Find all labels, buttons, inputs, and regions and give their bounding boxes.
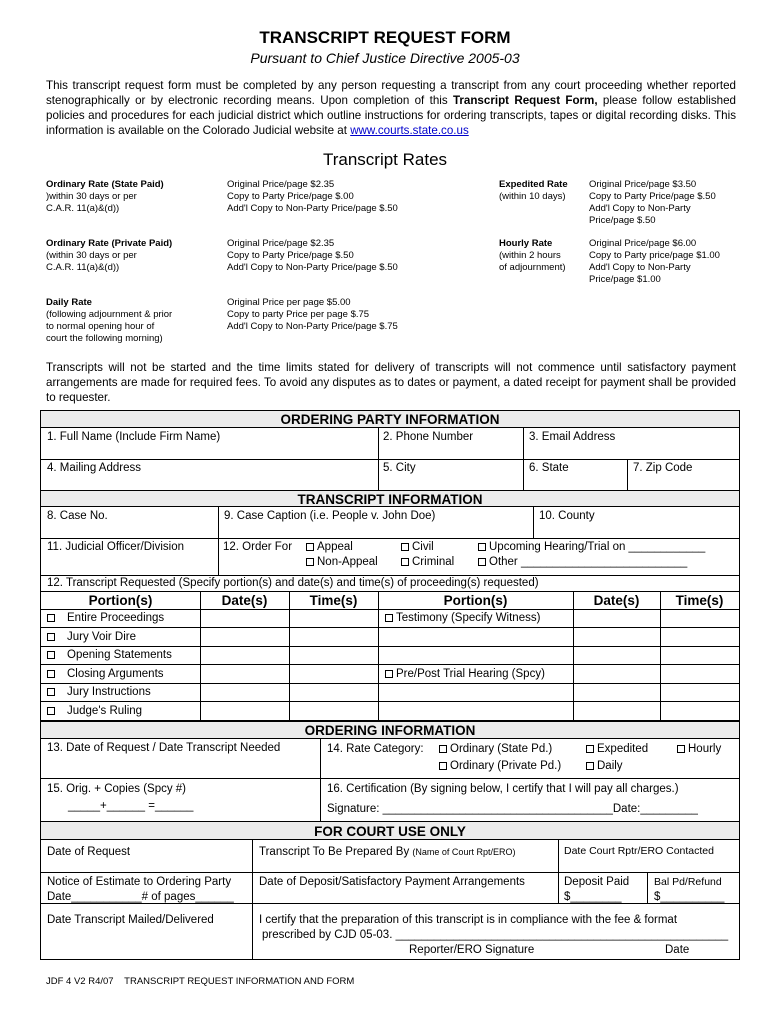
rate-expedited-option[interactable] [586,742,648,756]
mailing-address-field[interactable]: 4. Mailing Address [47,462,141,474]
deposit-paid-field[interactable]: $________ [564,891,622,903]
case-caption-field[interactable]: 9. Case Caption (i.e. People v. John Doe) [224,510,436,522]
notice-estimate-field[interactable]: Date___________# of pages______ [47,891,234,903]
checkbox-icon[interactable] [47,707,55,715]
phone-field[interactable]: 2. Phone Number [383,431,474,443]
checkbox-icon[interactable] [586,762,594,770]
option-label: Other __________________________ [489,556,688,568]
civil-option[interactable] [401,540,434,554]
transcript-info-header: TRANSCRIPT INFORMATION [41,490,739,507]
portion-label: Entire Proceedings [67,612,165,624]
county-field[interactable]: 10. County [539,510,595,522]
ordering-info-header: ORDERING INFORMATION [41,721,739,739]
rate-name: Ordinary Rate (State Paid) [46,179,164,190]
option-label: Ordinary (Private Pd.) [450,760,562,772]
transcript-requested-label: 12. Transcript Requested (Specify portion(s) and date(s) and time(s) of proceeding(s) requested) [47,577,539,589]
intro-paragraph [46,78,736,138]
payment-note: Transcripts will not be started and the time limits stated for delivery of transcripts will not commence until satisfactory payment arrangements are made for required fees. To avoid any disputes as to dates or payment, a dated receipt for payment shall be provided to requester. [46,361,736,404]
rate-hourly-option[interactable] [677,742,721,756]
date-contacted-field[interactable]: Date Court Rptr/ERO Contacted [564,845,714,857]
rate-desc: (within 30 days or per [46,250,137,261]
rate-ordinary-state-option[interactable] [439,742,552,756]
checkbox-icon[interactable] [478,543,486,551]
other-option[interactable] [478,555,687,569]
judicial-officer-field[interactable]: 11. Judicial Officer/Division [47,541,184,553]
rate-price: Original Price per page $5.00 [227,297,351,308]
notice-estimate-label: Notice of Estimate to Ordering Party [47,876,232,888]
checkbox-icon[interactable] [401,543,409,551]
rate-desc: C.A.R. 11(a)&(d)) [46,262,120,273]
rate-name: Hourly Rate [499,238,553,249]
rates-title: Transcript Rates [322,150,448,169]
portion-entire-proceedings[interactable] [47,611,164,625]
email-field[interactable]: 3. Email Address [529,431,616,443]
option-label: Hourly [688,743,722,755]
intro-text-2: please follow established policies and procedures for each judicial district which outline instructions for ordering transcripts, tapes or digital recording disks. This information is available on the Colorado Judicial website at [46,94,736,137]
option-label: Appeal [317,541,353,553]
courts-website-link[interactable]: www.courts.state.co.us [350,124,469,137]
copies-label: 15. Orig. + Copies (Spcy #) [47,783,187,795]
rate-daily-prices [227,297,398,333]
option-label: Civil [412,541,434,553]
intro-bold: Transcript Request Form, [452,94,598,107]
col-dates-left: Date(s) [221,593,268,608]
deposit-arrangements-field[interactable]: Date of Deposit/Satisfactory Payment Arrangements [259,876,525,888]
checkbox-icon[interactable] [385,614,393,622]
rate-price: Copy to Party Price/page $.50 [589,191,716,202]
prepared-by-field[interactable] [259,845,515,859]
rate-ordinary-private-option[interactable] [439,759,561,773]
rate-category-label: 14. Rate Category: [327,743,424,755]
portion-label: Closing Arguments [67,668,164,680]
rate-price: Copy to party Price per page $.75 [227,309,370,320]
rate-price: Add'l Copy to Non-Party Price/page $.50 [227,203,398,214]
compliance-cert-text: I certify that the preparation of this transcript is in compliance with the fee & format [259,914,678,926]
portion-judges-ruling[interactable] [47,704,142,718]
option-label: Upcoming Hearing/Trial on ____________ [489,541,706,553]
checkbox-icon[interactable] [439,745,447,753]
col-portions-left: Portion(s) [88,593,153,608]
rate-desc: of adjournment) [499,262,566,273]
case-no-field[interactable]: 8. Case No. [47,510,108,522]
appeal-option[interactable] [306,540,353,554]
rate-expedited-prices [589,179,716,227]
compliance-sig-line[interactable]: prescribed by CJD 05-03. ____________________________________________________ [262,929,729,941]
court-use-header: FOR COURT USE ONLY [41,821,739,840]
rate-price: Add'l Copy to Non-Party Price/page $.75 [227,321,398,332]
portion-label: Pre/Post Trial Hearing (Spcy) [396,668,545,680]
portion-closing-arguments[interactable] [47,667,164,681]
portion-label: Jury Voir Dire [67,631,137,643]
balance-label: Bal Pd/Refund [654,876,722,888]
col-portions-right: Portion(s) [443,593,508,608]
city-field[interactable]: 5. City [383,462,416,474]
rate-daily-option[interactable] [586,759,623,773]
portion-pretrial-hearing[interactable] [385,667,545,681]
zip-field[interactable]: 7. Zip Code [633,462,693,474]
rate-ordinary-private-desc [46,238,172,274]
checkbox-icon[interactable] [47,614,55,622]
prepared-by-note: (Name of Court Rpt/ERO) [412,847,516,857]
option-label: Daily [597,760,623,772]
checkbox-icon[interactable] [47,651,55,659]
col-times-right: Time(s) [675,593,724,608]
rate-price: Copy to Party Price/page $.50 [227,250,354,261]
portion-jury-voir-dire[interactable] [47,630,136,644]
date-mailed-field[interactable]: Date Transcript Mailed/Delivered [47,914,214,926]
rate-desc: court the following morning) [46,333,163,344]
checkbox-icon[interactable] [47,670,55,678]
intro-text-1: This transcript request form must be completed by any person requesting a transcript from any court proceeding whether reported stenographically or by electronic recording means. Upon completion of this [46,79,736,107]
rate-price: Original Price/page $3.50 [589,179,697,190]
checkbox-icon[interactable] [47,688,55,696]
rate-price: Original Price/page $2.35 [227,179,335,190]
certification-label: 16. Certification (By signing below, I certify that I will pay all charges.) [327,783,679,795]
rate-price: Price/page $1.00 [589,274,661,285]
criminal-option[interactable] [401,555,454,569]
rate-desc: (following adjournment & prior [46,309,173,320]
rate-desc: to normal opening hour of [46,321,155,332]
checkbox-icon[interactable] [586,745,594,753]
full-name-field[interactable]: 1. Full Name (Include Firm Name) [47,431,221,443]
rate-price: Add'l Copy to Non-Party [589,203,691,214]
state-field[interactable]: 6. State [529,462,569,474]
portion-label: Opening Statements [67,649,172,661]
deposit-paid-label: Deposit Paid [564,876,630,888]
rate-expedited-desc [499,179,568,203]
rate-name: Ordinary Rate (Private Paid) [46,238,173,249]
upcoming-hearing-option[interactable] [478,540,705,554]
checkbox-icon[interactable] [677,745,685,753]
form-subtitle: Pursuant to Chief Justice Directive 2005-03 [250,50,520,66]
portion-opening-statements[interactable] [47,648,172,662]
footer [46,976,354,987]
rate-price: Copy to Party Price/page $.00 [227,191,354,202]
rate-price: Copy to Party price/page $1.00 [589,250,720,261]
checkbox-icon[interactable] [439,762,447,770]
order-for-label: 12. Order For [223,541,293,553]
prepared-by-label: Transcript To Be Prepared By [259,846,410,858]
rate-price: Original Price/page $6.00 [589,238,697,249]
portion-label: Judge's Ruling [67,705,143,717]
rate-daily-desc [46,297,172,345]
portion-label: Jury Instructions [67,686,151,698]
form-title: TRANSCRIPT REQUEST FORM [259,28,511,47]
form-code: JDF 4 V2 R4/07 [46,976,114,987]
rate-price: Add'l Copy to Non-Party Price/page $.50 [227,262,398,273]
col-times-left: Time(s) [309,593,358,608]
balance-field[interactable]: $__________ [654,891,725,903]
court-date-of-request[interactable]: Date of Request [47,846,131,858]
rate-price: Add'l Copy to Non-Party [589,262,691,273]
portion-jury-instructions[interactable] [47,685,151,699]
rate-ordinary-state-desc [46,179,164,215]
option-label: Non-Appeal [317,556,378,568]
option-label: Ordinary (State Pd.) [450,743,553,755]
request-form [40,410,740,960]
option-label: Criminal [412,556,455,568]
rate-name: Expedited Rate [499,179,568,190]
reporter-date-label: Date [665,944,690,956]
rate-price: Price/page $.50 [589,215,656,226]
rate-desc: (within 10 days) [499,191,566,202]
col-dates-right: Date(s) [593,593,640,608]
rate-desc: (within 2 hours [499,250,561,261]
checkbox-icon[interactable] [306,543,314,551]
rate-hourly-desc [499,238,566,274]
non-appeal-option[interactable] [306,555,378,569]
rate-price: Original Price/page $2.35 [227,238,335,249]
rate-desc: )within 30 days or per [46,191,137,202]
rate-ordinary-state-prices [227,179,398,215]
rate-ordinary-private-prices [227,238,398,274]
checkbox-icon[interactable] [385,670,393,678]
portion-testimony[interactable] [385,611,540,625]
checkbox-icon[interactable] [47,633,55,641]
rate-desc: C.A.R. 11(a)&(d)) [46,203,120,214]
portion-label: Testimony (Specify Witness) [396,612,541,624]
reporter-signature-label: Reporter/ERO Signature [409,944,535,956]
checkbox-icon[interactable] [478,558,486,566]
ordering-party-header: ORDERING PARTY INFORMATION [41,411,739,428]
rate-name: Daily Rate [46,297,92,308]
copies-field[interactable]: _____+______ =______ [68,800,194,812]
option-label: Expedited [597,743,649,755]
checkbox-icon[interactable] [306,558,314,566]
date-request-needed-field[interactable]: 13. Date of Request / Date Transcript Needed [47,742,281,754]
rate-hourly-prices [589,238,720,286]
signature-field[interactable]: Signature: ____________________________________Date:_________ [327,803,698,815]
checkbox-icon[interactable] [401,558,409,566]
form-footer-name: TRANSCRIPT REQUEST INFORMATION AND FORM [124,976,355,987]
